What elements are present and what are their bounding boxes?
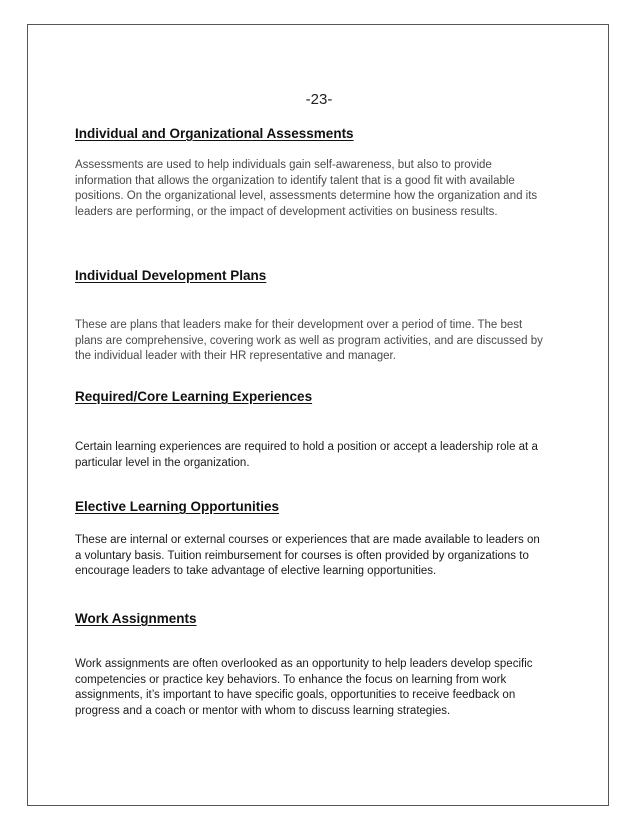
section-heading-development-plans: Individual Development Plans [75, 268, 267, 283]
section-body-assessments: Assessments are used to help individuals gain self-awareness, but also to provide information that allows the organization to identify talent that is a good fit with available positions. On the organizational level, assessments determine how the organization and its leaders are performing, or the impact of development activities on business results. [75, 159, 538, 218]
section-body-work-assignments: Work assignments are often overlooked as an opportunity to help leaders develop specific competencies or practice key behaviors. To enhance the focus on learning from work assignments, it’s important to have specific goals, opportunities to receive feedback on progress and a coach or mentor with whom to discuss learning strategies. [75, 658, 533, 717]
section-heading-core-learning: Required/Core Learning Experiences [75, 389, 313, 404]
section-heading-elective-learning: Elective Learning Opportunities [75, 499, 280, 514]
section-heading-work-assignments: Work Assignments [75, 611, 197, 626]
section-body-elective-learning: These are internal or external courses or experiences that are made available to leaders on a voluntary basis. Tuition reimbursement for courses is often provided by organizations to encourage leaders to take advantage of elective learning opportunities. [75, 534, 540, 578]
section-body-development-plans: These are plans that leaders make for their development over a period of time. The best plans are comprehensive, covering work as well as program activities, and are discussed by the individual leader with their HR representative and manager. [75, 319, 543, 363]
section-body-core-learning: Certain learning experiences are required to hold a position or accept a leadership role at a particular level in the organization. [75, 441, 538, 469]
section-heading-assessments: Individual and Organizational Assessments [75, 126, 354, 141]
page-number: -23- [305, 91, 333, 108]
